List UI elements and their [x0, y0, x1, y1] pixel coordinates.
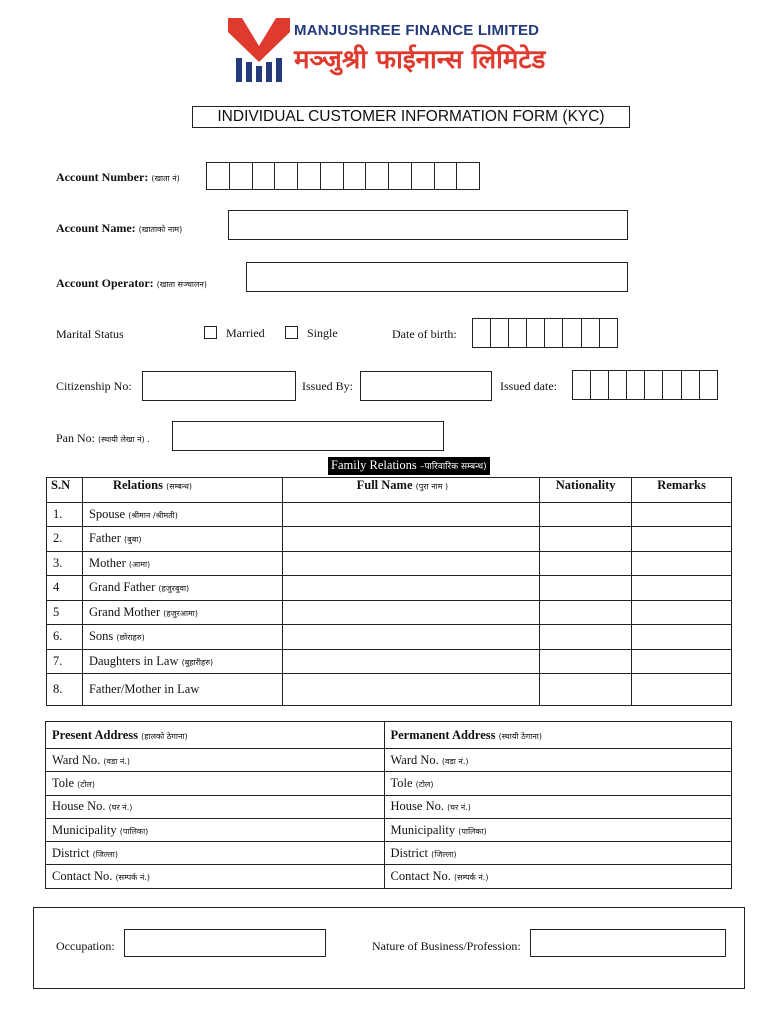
table-row [47, 625, 732, 650]
occupation-input[interactable] [124, 929, 326, 957]
table-row [47, 502, 732, 527]
form-title-text: INDIVIDUAL CUSTOMER INFORMATION FORM (KYC) [217, 108, 605, 125]
dob-label: Date of birth: [392, 327, 457, 341]
fullname-cell[interactable] [282, 649, 540, 674]
header-relations: Relations (सम्बन्ध) [82, 478, 282, 503]
row-sn: 3. [47, 551, 83, 576]
header-nationality: Nationality [540, 478, 632, 503]
present-address-field[interactable]: Contact No. (सम्पर्क नं.) [46, 865, 385, 888]
nationality-cell[interactable] [540, 502, 632, 527]
account-name-label: Account Name: (खाताको नाम) [56, 221, 183, 235]
account-name-input[interactable] [228, 210, 628, 240]
row-sn: 8. [47, 674, 83, 706]
table-row [47, 600, 732, 625]
nature-of-business-label: Nature of Business/Profession: [372, 939, 521, 953]
row-relation: Spouse (श्रीमान /श्रीमती) [82, 502, 282, 527]
present-address-field[interactable]: House No. (घर नं.) [46, 795, 385, 818]
permanent-address-field[interactable]: Municipality (पालिका) [384, 818, 732, 841]
table-row [47, 576, 732, 601]
table-row [47, 674, 732, 706]
row-relation: Father (बुबा) [82, 527, 282, 552]
single-checkbox[interactable] [285, 326, 298, 339]
married-option[interactable]: Married [204, 326, 265, 341]
remarks-cell[interactable] [632, 527, 732, 552]
present-address-field[interactable]: Ward No. (वडा नं.) [46, 749, 385, 772]
company-name-ne: मञ्जुश्री फाईनान्स लिमिटेड [294, 45, 546, 75]
header-remarks: Remarks [632, 478, 732, 503]
address-row [46, 818, 732, 841]
row-relation: Grand Father (हजुरबुवा) [82, 576, 282, 601]
present-address-field[interactable]: District (जिल्ला) [46, 842, 385, 865]
permanent-address-field[interactable]: Tole (टोल) [384, 772, 732, 795]
row-sn: 7. [47, 649, 83, 674]
present-address-header: Present Address (हालको ठेगाना) [46, 722, 385, 749]
form-title [192, 106, 630, 128]
remarks-cell[interactable] [632, 674, 732, 706]
family-relations-title: Family Relations –पारिवारिक सम्बन्ध) [328, 457, 490, 475]
issued-date-label: Issued date: [500, 379, 557, 393]
header-sn: S.N [47, 478, 83, 503]
address-table [45, 721, 732, 889]
row-sn: 2. [47, 527, 83, 552]
remarks-cell[interactable] [632, 600, 732, 625]
issued-by-label: Issued By: [302, 379, 353, 393]
address-row [46, 865, 732, 888]
fullname-cell[interactable] [282, 576, 540, 601]
occupation-label: Occupation: [56, 939, 115, 953]
row-sn: 6. [47, 625, 83, 650]
issued-date-input[interactable] [572, 370, 718, 400]
nationality-cell[interactable] [540, 674, 632, 706]
row-relation: Father/Mother in Law [82, 674, 282, 706]
address-row [46, 795, 732, 818]
permanent-address-field[interactable]: Ward No. (वडा नं.) [384, 749, 732, 772]
nationality-cell[interactable] [540, 649, 632, 674]
citizenship-label: Citizenship No: [56, 379, 132, 393]
company-logo [228, 18, 290, 84]
row-relation: Grand Mother (हजुरआमा) [82, 600, 282, 625]
nationality-cell[interactable] [540, 551, 632, 576]
family-relations-table [46, 477, 732, 706]
fullname-cell[interactable] [282, 502, 540, 527]
account-number-input[interactable] [206, 162, 480, 190]
row-relation: Mother (आमा) [82, 551, 282, 576]
address-header-row [46, 722, 732, 749]
header-fullname: Full Name (पुरा नाम ) [282, 478, 540, 503]
present-address-field[interactable]: Tole (टोल) [46, 772, 385, 795]
address-row [46, 749, 732, 772]
pan-label: Pan No: (स्थायी लेखा नं) . [56, 431, 150, 445]
address-row [46, 772, 732, 795]
nationality-cell[interactable] [540, 527, 632, 552]
dob-input[interactable] [472, 318, 618, 348]
single-option[interactable]: Single [285, 326, 338, 341]
permanent-address-field[interactable]: House No. (घर नं.) [384, 795, 732, 818]
address-row [46, 842, 732, 865]
account-operator-label: Account Operator: (खाता सञ्चालन) [56, 276, 207, 290]
fullname-cell[interactable] [282, 600, 540, 625]
account-number-label: Account Number: (खाता नं) [56, 170, 180, 184]
citizenship-input[interactable] [142, 371, 296, 401]
remarks-cell[interactable] [632, 625, 732, 650]
permanent-address-field[interactable]: Contact No. (सम्पर्क नं.) [384, 865, 732, 888]
table-header-row [47, 478, 732, 503]
table-row [47, 551, 732, 576]
row-sn: 1. [47, 502, 83, 527]
remarks-cell[interactable] [632, 649, 732, 674]
married-checkbox[interactable] [204, 326, 217, 339]
marital-status-label: Marital Status [56, 327, 124, 341]
account-operator-input[interactable] [246, 262, 628, 292]
row-relation: Daughters in Law (बुहारीहरु) [82, 649, 282, 674]
fullname-cell[interactable] [282, 674, 540, 706]
remarks-cell[interactable] [632, 576, 732, 601]
remarks-cell[interactable] [632, 502, 732, 527]
nationality-cell[interactable] [540, 576, 632, 601]
pan-input[interactable] [172, 421, 444, 451]
table-row [47, 527, 732, 552]
nationality-cell[interactable] [540, 625, 632, 650]
nature-of-business-input[interactable] [530, 929, 726, 957]
fullname-cell[interactable] [282, 625, 540, 650]
row-sn: 5 [47, 600, 83, 625]
issued-by-input[interactable] [360, 371, 492, 401]
row-sn: 4 [47, 576, 83, 601]
fullname-cell[interactable] [282, 527, 540, 552]
present-address-field[interactable]: Municipality (पालिका) [46, 818, 385, 841]
company-name-en: MANJUSHREE FINANCE LIMITED [294, 22, 540, 39]
fullname-cell[interactable] [282, 551, 540, 576]
remarks-cell[interactable] [632, 551, 732, 576]
permanent-address-header: Permanent Address (स्थायी ठेगाना) [384, 722, 732, 749]
nationality-cell[interactable] [540, 600, 632, 625]
table-row [47, 649, 732, 674]
permanent-address-field[interactable]: District (जिल्ला) [384, 842, 732, 865]
row-relation: Sons (छोराहरु) [82, 625, 282, 650]
